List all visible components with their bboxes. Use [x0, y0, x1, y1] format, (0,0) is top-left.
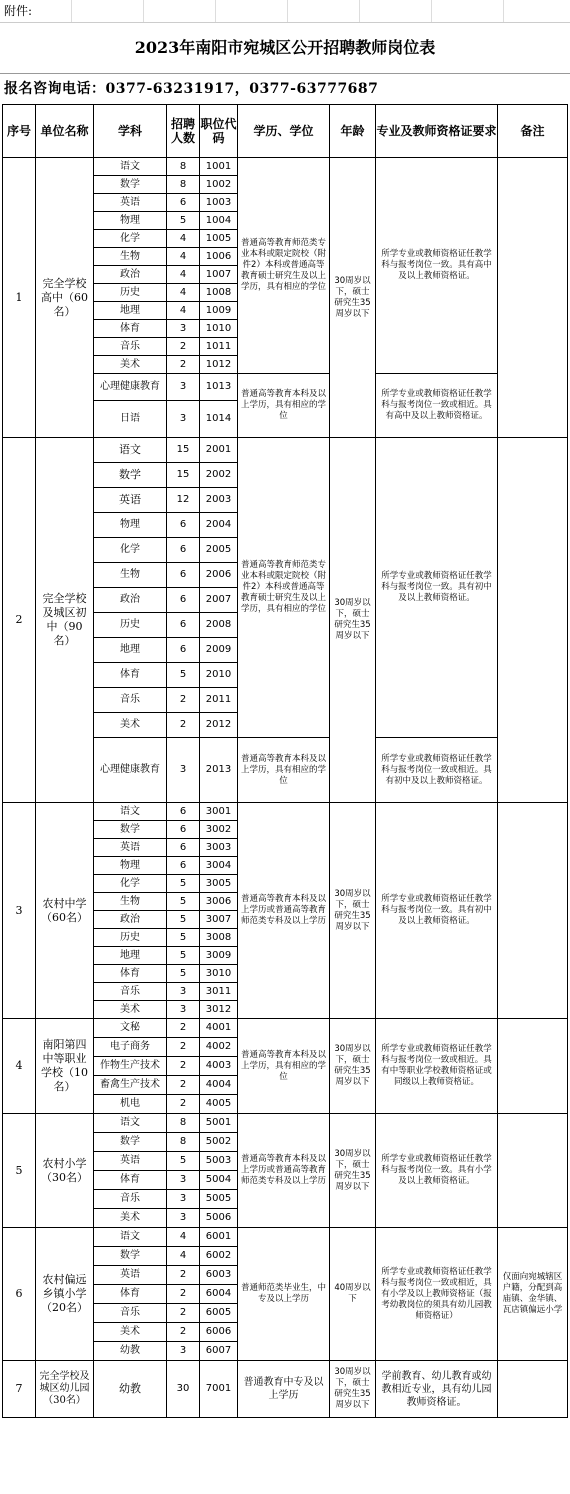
req-cell: 所学专业或教师资格证任教学科与报考岗位一致。具有高中及以上教师资格证。 — [376, 158, 498, 374]
count-cell: 5 — [167, 1152, 200, 1171]
count-cell: 3 — [167, 320, 200, 338]
edu-cell: 普通高等教育本科及以上学历，具有相应的学位 — [238, 374, 330, 438]
age-cell: 30周岁以下，硕士研究生35周岁以下 — [330, 803, 376, 1019]
subject-cell: 物理 — [94, 513, 167, 538]
code-cell: 3005 — [200, 875, 238, 893]
positions-table — [2, 104, 568, 1418]
subject-cell: 日语 — [94, 401, 167, 438]
count-cell: 5 — [167, 965, 200, 983]
subject-cell: 畜禽生产技术 — [94, 1076, 167, 1095]
age-cell: 30周岁以下，硕士研究生35周岁以下 — [330, 1114, 376, 1228]
req-cell: 学前教育、幼儿教育或幼教相近专业，具有幼儿园教师资格证。 — [376, 1361, 498, 1418]
note-cell — [498, 158, 568, 438]
subject-cell: 语文 — [94, 438, 167, 463]
count-cell: 3 — [167, 401, 200, 438]
subject-cell: 美术 — [94, 713, 167, 738]
count-cell: 5 — [167, 212, 200, 230]
code-cell: 5005 — [200, 1190, 238, 1209]
unit-cell: 完全学校高中（60名） — [36, 158, 94, 438]
code-cell: 5001 — [200, 1114, 238, 1133]
req-cell: 所学专业或教师资格证任教学科与报考岗位一致或相近，具有小学及以上教师资格证（报考幼教岗位的须具有幼儿园教师资格证） — [376, 1228, 498, 1361]
count-cell: 3 — [167, 1171, 200, 1190]
edu-cell: 普通高等教育本科及以上学历，具有相应的学位 — [238, 738, 330, 803]
code-cell: 2010 — [200, 663, 238, 688]
header-seq: 序号 — [3, 105, 36, 158]
subject-cell: 物理 — [94, 857, 167, 875]
count-cell: 15 — [167, 463, 200, 488]
count-cell: 12 — [167, 488, 200, 513]
subject-cell: 音乐 — [94, 688, 167, 713]
edu-cell: 普通高等教育师范类专业本科或限定院校（附件2）本科或普通高等教育硕士研究生及以上学历，具有相应的学位 — [238, 438, 330, 738]
subject-cell: 体育 — [94, 1285, 167, 1304]
seq-cell: 7 — [3, 1361, 36, 1418]
count-cell: 2 — [167, 1285, 200, 1304]
subject-cell: 历史 — [94, 929, 167, 947]
code-cell: 5003 — [200, 1152, 238, 1171]
code-cell: 4003 — [200, 1057, 238, 1076]
code-cell: 5004 — [200, 1171, 238, 1190]
count-cell: 2 — [167, 1019, 200, 1038]
age-cell: 40周岁以下 — [330, 1228, 376, 1361]
table-row — [3, 1228, 568, 1247]
code-cell: 3007 — [200, 911, 238, 929]
subject-cell: 化学 — [94, 875, 167, 893]
count-cell: 6 — [167, 803, 200, 821]
subject-cell: 音乐 — [94, 1190, 167, 1209]
subject-cell: 语文 — [94, 803, 167, 821]
table-row — [3, 803, 568, 821]
code-cell: 2009 — [200, 638, 238, 663]
count-cell: 6 — [167, 638, 200, 663]
subject-cell: 音乐 — [94, 338, 167, 356]
subject-cell: 体育 — [94, 1171, 167, 1190]
count-cell: 2 — [167, 688, 200, 713]
subject-cell: 文秘 — [94, 1019, 167, 1038]
count-cell: 6 — [167, 538, 200, 563]
subject-cell: 英语 — [94, 839, 167, 857]
page-title: 2023年南阳市宛城区公开招聘教师岗位表 — [0, 23, 570, 74]
count-cell: 3 — [167, 374, 200, 401]
code-cell: 4001 — [200, 1019, 238, 1038]
note-cell — [498, 803, 568, 1019]
code-cell: 1013 — [200, 374, 238, 401]
code-cell: 1002 — [200, 176, 238, 194]
subject-cell: 美术 — [94, 1209, 167, 1228]
subject-cell: 英语 — [94, 194, 167, 212]
count-cell: 2 — [167, 1304, 200, 1323]
code-cell: 3011 — [200, 983, 238, 1001]
count-cell: 3 — [167, 738, 200, 803]
subject-cell: 音乐 — [94, 1304, 167, 1323]
subject-cell: 心理健康教育 — [94, 374, 167, 401]
subject-cell: 语文 — [94, 1114, 167, 1133]
req-cell: 所学专业或教师资格证任教学科与报考岗位一致或相近。具有高中及以上教师资格证。 — [376, 374, 498, 438]
code-cell: 5002 — [200, 1133, 238, 1152]
subject-cell: 数学 — [94, 1133, 167, 1152]
subject-cell: 体育 — [94, 320, 167, 338]
code-cell: 3001 — [200, 803, 238, 821]
note-cell — [498, 1114, 568, 1228]
code-cell: 1005 — [200, 230, 238, 248]
code-cell: 1014 — [200, 401, 238, 438]
code-cell: 1006 — [200, 248, 238, 266]
code-cell: 6001 — [200, 1228, 238, 1247]
subject-cell: 化学 — [94, 230, 167, 248]
header-subject: 学科 — [94, 105, 167, 158]
count-cell: 3 — [167, 1001, 200, 1019]
req-cell: 所学专业或教师资格证任教学科与报考岗位一致。具有初中及以上教师资格证。 — [376, 438, 498, 738]
req-cell: 所学专业或教师资格证任教学科与报考岗位一致。具有初中及以上教师资格证。 — [376, 803, 498, 1019]
seq-cell: 1 — [3, 158, 36, 438]
count-cell: 2 — [167, 713, 200, 738]
code-cell: 2007 — [200, 588, 238, 613]
count-cell: 4 — [167, 266, 200, 284]
count-cell: 15 — [167, 438, 200, 463]
code-cell: 1008 — [200, 284, 238, 302]
subject-cell: 幼教 — [94, 1342, 167, 1361]
count-cell: 5 — [167, 893, 200, 911]
header-req: 专业及教师资格证要求 — [376, 105, 498, 158]
subject-cell: 数学 — [94, 821, 167, 839]
code-cell: 2004 — [200, 513, 238, 538]
note-cell — [498, 438, 568, 803]
subject-cell: 体育 — [94, 965, 167, 983]
count-cell: 2 — [167, 1323, 200, 1342]
code-cell: 6003 — [200, 1266, 238, 1285]
subject-cell: 化学 — [94, 538, 167, 563]
count-cell: 6 — [167, 194, 200, 212]
subject-cell: 语文 — [94, 158, 167, 176]
note-cell — [498, 1019, 568, 1114]
subject-cell: 机电 — [94, 1095, 167, 1114]
code-cell: 1009 — [200, 302, 238, 320]
edu-cell: 普通高等教育本科及以上学历或普通高等教育师范类专科及以上学历 — [238, 803, 330, 1019]
subject-cell: 数学 — [94, 1247, 167, 1266]
subject-cell: 政治 — [94, 266, 167, 284]
header-note: 备注 — [498, 105, 568, 158]
count-cell: 2 — [167, 1076, 200, 1095]
count-cell: 4 — [167, 230, 200, 248]
age-cell: 30周岁以下，硕士研究生35周岁以下 — [330, 158, 376, 438]
unit-cell: 南阳第四中等职业学校（10名） — [36, 1019, 94, 1114]
subject-cell: 地理 — [94, 947, 167, 965]
code-cell: 3002 — [200, 821, 238, 839]
count-cell: 8 — [167, 1133, 200, 1152]
count-cell: 3 — [167, 1342, 200, 1361]
code-cell: 3009 — [200, 947, 238, 965]
seq-cell: 6 — [3, 1228, 36, 1361]
code-cell: 3006 — [200, 893, 238, 911]
subject-cell: 数学 — [94, 463, 167, 488]
table-row — [3, 1361, 568, 1418]
count-cell: 2 — [167, 1057, 200, 1076]
code-cell: 2002 — [200, 463, 238, 488]
code-cell: 5006 — [200, 1209, 238, 1228]
edu-cell: 普通师范类毕业生，中专及以上学历 — [238, 1228, 330, 1361]
unit-cell: 农村小学（30名） — [36, 1114, 94, 1228]
unit-cell: 完全学校及城区初中（90名） — [36, 438, 94, 803]
count-cell: 6 — [167, 857, 200, 875]
code-cell: 2012 — [200, 713, 238, 738]
subject-cell: 英语 — [94, 1152, 167, 1171]
count-cell: 6 — [167, 588, 200, 613]
age-cell: 30周岁以下，硕士研究生35周岁以下 — [330, 438, 376, 803]
code-cell: 2001 — [200, 438, 238, 463]
subject-cell: 美术 — [94, 356, 167, 374]
count-cell: 6 — [167, 563, 200, 588]
count-cell: 6 — [167, 613, 200, 638]
subject-cell: 语文 — [94, 1228, 167, 1247]
table-header-row — [3, 105, 568, 158]
count-cell: 4 — [167, 1228, 200, 1247]
code-cell: 2005 — [200, 538, 238, 563]
code-cell: 3003 — [200, 839, 238, 857]
seq-cell: 2 — [3, 438, 36, 803]
code-cell: 3012 — [200, 1001, 238, 1019]
code-cell: 1010 — [200, 320, 238, 338]
code-cell: 6007 — [200, 1342, 238, 1361]
subject-cell: 政治 — [94, 588, 167, 613]
count-cell: 8 — [167, 1114, 200, 1133]
code-cell: 2006 — [200, 563, 238, 588]
subject-cell: 生物 — [94, 563, 167, 588]
subject-cell: 英语 — [94, 1266, 167, 1285]
edu-cell: 普通高等教育本科及以上学历或普通高等教育师范类专科及以上学历 — [238, 1114, 330, 1228]
count-cell: 4 — [167, 302, 200, 320]
age-cell: 30周岁以下，硕士研究生35周岁以下 — [330, 1019, 376, 1114]
code-cell: 6006 — [200, 1323, 238, 1342]
note-cell: 仅面向宛城辖区户籍，分配到高庙镇、金华镇、瓦店镇偏远小学 — [498, 1228, 568, 1361]
count-cell: 30 — [167, 1361, 200, 1418]
seq-cell: 4 — [3, 1019, 36, 1114]
count-cell: 2 — [167, 1038, 200, 1057]
subject-cell: 数学 — [94, 176, 167, 194]
code-cell: 6004 — [200, 1285, 238, 1304]
code-cell: 3004 — [200, 857, 238, 875]
code-cell: 1001 — [200, 158, 238, 176]
code-cell: 4005 — [200, 1095, 238, 1114]
subject-cell: 地理 — [94, 638, 167, 663]
count-cell: 3 — [167, 1209, 200, 1228]
code-cell: 7001 — [200, 1361, 238, 1418]
count-cell: 3 — [167, 1190, 200, 1209]
count-cell: 2 — [167, 1266, 200, 1285]
table-row — [3, 158, 568, 176]
seq-cell: 3 — [3, 803, 36, 1019]
code-cell: 2013 — [200, 738, 238, 803]
header-age: 年龄 — [330, 105, 376, 158]
edu-cell: 普通高等教育本科及以上学历，具有相应的学位 — [238, 1019, 330, 1114]
count-cell: 4 — [167, 284, 200, 302]
note-cell — [498, 1361, 568, 1418]
code-cell: 6005 — [200, 1304, 238, 1323]
subject-cell: 政治 — [94, 911, 167, 929]
subject-cell: 英语 — [94, 488, 167, 513]
subject-cell: 生物 — [94, 248, 167, 266]
subject-cell: 美术 — [94, 1001, 167, 1019]
subject-cell: 地理 — [94, 302, 167, 320]
count-cell: 6 — [167, 839, 200, 857]
subject-cell: 幼教 — [94, 1361, 167, 1418]
count-cell: 8 — [167, 176, 200, 194]
count-cell: 8 — [167, 158, 200, 176]
header-unit: 单位名称 — [36, 105, 94, 158]
unit-cell: 农村中学（60名） — [36, 803, 94, 1019]
subject-cell: 音乐 — [94, 983, 167, 1001]
subject-cell: 历史 — [94, 284, 167, 302]
subject-cell: 物理 — [94, 212, 167, 230]
count-cell: 2 — [167, 356, 200, 374]
code-cell: 3008 — [200, 929, 238, 947]
code-cell: 1011 — [200, 338, 238, 356]
code-cell: 1012 — [200, 356, 238, 374]
subject-cell: 作物生产技术 — [94, 1057, 167, 1076]
seq-cell: 5 — [3, 1114, 36, 1228]
subject-cell: 历史 — [94, 613, 167, 638]
table-row — [3, 438, 568, 463]
subject-cell: 心理健康教育 — [94, 738, 167, 803]
count-cell: 2 — [167, 338, 200, 356]
req-cell: 所学专业或教师资格证任教学科与报考岗位一致。具有小学及以上教师资格证。 — [376, 1114, 498, 1228]
edu-cell: 普通高等教育师范类专业本科或限定院校（附件2）本科或普通高等教育硕士研究生及以上学历，具有相应的学位 — [238, 158, 330, 374]
req-cell: 所学专业或教师资格证任教学科与报考岗位一致或相近。具有初中及以上教师资格证。 — [376, 738, 498, 803]
subject-cell: 体育 — [94, 663, 167, 688]
count-cell: 5 — [167, 947, 200, 965]
header-count: 招聘人数 — [167, 105, 200, 158]
count-cell: 6 — [167, 821, 200, 839]
code-cell: 6002 — [200, 1247, 238, 1266]
age-cell: 30周岁以下，硕士研究生35周岁以下 — [330, 1361, 376, 1418]
count-cell: 5 — [167, 929, 200, 947]
header-code: 职位代码 — [200, 105, 238, 158]
subject-cell: 生物 — [94, 893, 167, 911]
attachment-label: 附件: — [0, 0, 570, 23]
count-cell: 5 — [167, 875, 200, 893]
code-cell: 2008 — [200, 613, 238, 638]
count-cell: 6 — [167, 513, 200, 538]
code-cell: 1003 — [200, 194, 238, 212]
header-edu: 学历、学位 — [238, 105, 330, 158]
code-cell: 1004 — [200, 212, 238, 230]
count-cell: 2 — [167, 1095, 200, 1114]
code-cell: 1007 — [200, 266, 238, 284]
count-cell: 4 — [167, 1247, 200, 1266]
unit-cell: 农村偏远乡镇小学（20名） — [36, 1228, 94, 1361]
contact-phone: 报名咨询电话：0377-63231917，0377-63777687 — [4, 81, 379, 97]
code-cell: 2003 — [200, 488, 238, 513]
table-row — [3, 1114, 568, 1133]
count-cell: 3 — [167, 983, 200, 1001]
count-cell: 5 — [167, 911, 200, 929]
count-cell: 4 — [167, 248, 200, 266]
code-cell: 2011 — [200, 688, 238, 713]
unit-cell: 完全学校及城区幼儿园（30名） — [36, 1361, 94, 1418]
subject-cell: 电子商务 — [94, 1038, 167, 1057]
code-cell: 3010 — [200, 965, 238, 983]
req-cell: 所学专业或教师资格证任教学科与报考岗位一致或相近。具有中等职业学校教师资格证或同级以上教师资格证。 — [376, 1019, 498, 1114]
code-cell: 4004 — [200, 1076, 238, 1095]
count-cell: 5 — [167, 663, 200, 688]
subject-cell: 美术 — [94, 1323, 167, 1342]
code-cell: 4002 — [200, 1038, 238, 1057]
table-row — [3, 1019, 568, 1038]
edu-cell: 普通教育中专及以上学历 — [238, 1361, 330, 1418]
